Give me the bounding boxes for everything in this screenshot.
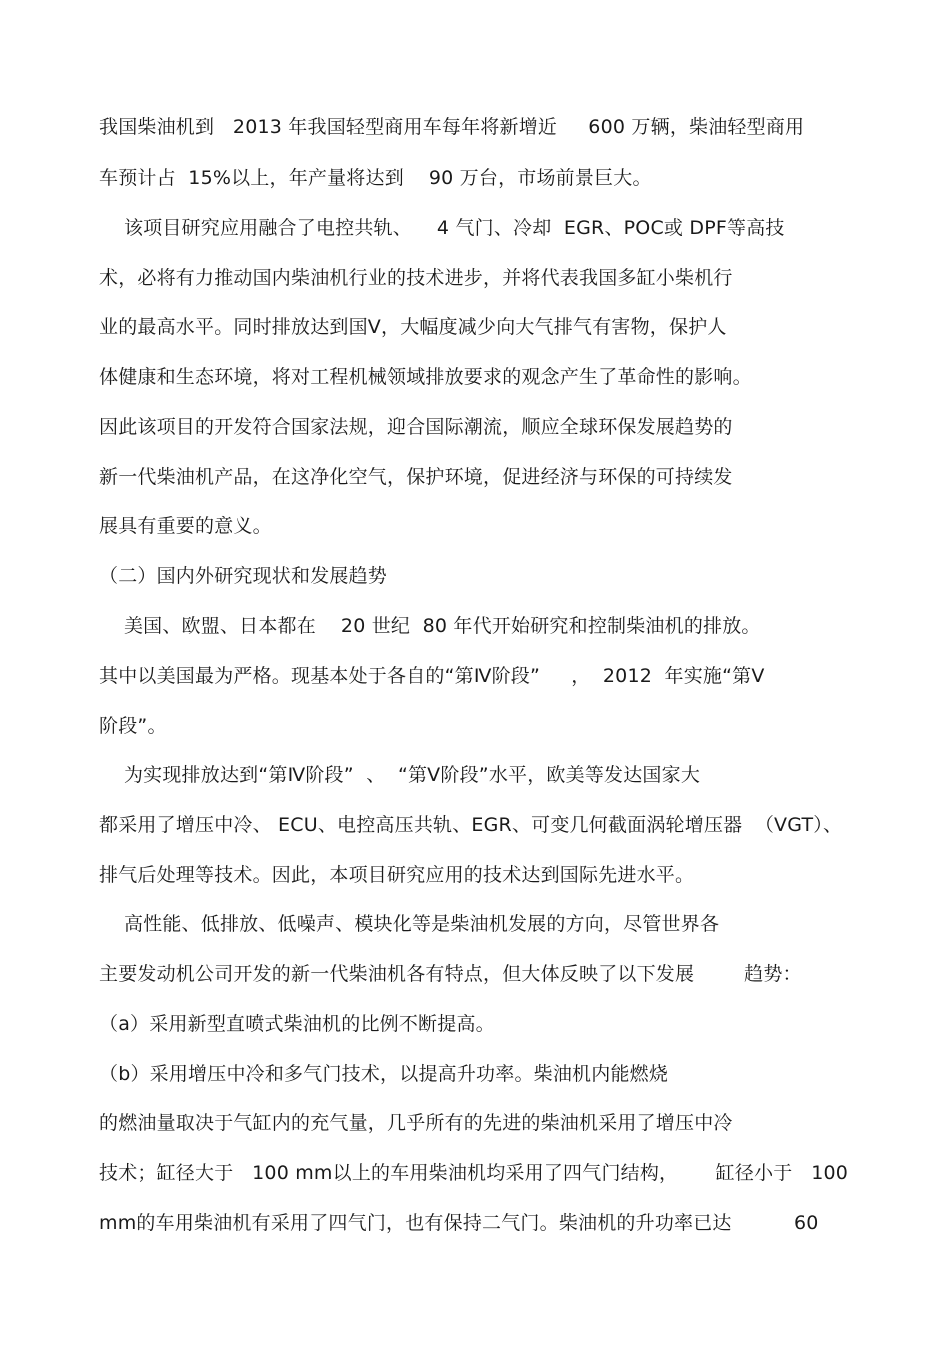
list-item-b: （b）采用增压中冷和多气门技术，以提高升功率。柴油机内能燃烧 <box>99 1063 669 1085</box>
text-line-4: 术，必将有力推动国内柴油机行业的技术进步，并将代表我国多缸小柴机行 <box>99 267 733 289</box>
text-line-7: 因此该项目的开发符合国家法规，迎合国际潮流，顺应全球环保发展趋势的 <box>99 416 733 438</box>
list-item-a: （a）采用新型直喷式柴油机的比例不断提高。 <box>99 1013 495 1035</box>
section-heading: （二）国内外研究现状和发展趋势 <box>99 565 388 587</box>
text-line-21: 的燃油量取决于气缸内的充气量，几乎所有的先进的柴油机采用了增压中冷 <box>99 1112 733 1134</box>
text-line-3: 该项目研究应用融合了电控共轨、 4 气门、冷却 EGR、POC或 DPF等高技 <box>99 217 785 239</box>
text-line-23: mm的车用柴油机有采用了四气门，也有保持二气门。柴油机的升功率已达 60 <box>99 1212 819 1234</box>
text-line-5: 业的最高水平。同时排放达到国Ⅴ，大幅度减少向大气排气有害物，保护人 <box>99 316 727 338</box>
text-line-18: 主要发动机公司开发的新一代柴油机各有特点，但大体反映了以下发展 趋势： <box>99 963 802 985</box>
text-line-16: 排气后处理等技术。因此，本项目研究应用的技术达到国际先进水平。 <box>99 864 695 886</box>
text-line-17: 高性能、低排放、低噪声、模块化等是柴油机发展的方向，尽管世界各 <box>99 913 720 935</box>
text-line-6: 体健康和生态环境，将对工程机械领域排放要求的观念产生了革命性的影响。 <box>99 366 752 388</box>
text-line-14: 为实现排放达到“第Ⅳ阶段” 、 “第Ⅴ阶段”水平，欧美等发达国家大 <box>99 764 701 786</box>
text-line-22: 技术；缸径大于 100 mm以上的车用柴油机均采用了四气门结构， 缸径小于 100 <box>99 1162 849 1184</box>
text-line-12: 其中以美国最为严格。现基本处于各自的“第Ⅳ阶段” ， 2012 年实施“第Ⅴ <box>99 665 765 687</box>
text-line-8: 新一代柴油机产品，在这净化空气，保护环境，促进经济与环保的可持续发 <box>99 466 733 488</box>
text-line-9: 展具有重要的意义。 <box>99 515 272 537</box>
text-line-2: 车预计占 15%以上，年产量将达到 90 万台，市场前景巨大。 <box>99 167 652 189</box>
text-line-13: 阶段”。 <box>99 715 167 737</box>
text-line-1: 我国柴油机到 2013 年我国轻型商用车每年将新增近 600 万辆，柴油轻型商用 <box>99 116 805 138</box>
text-line-11: 美国、欧盟、日本都在 20 世纪 80 年代开始研究和控制柴油机的排放。 <box>99 615 761 637</box>
text-line-15: 都采用了增压中冷、 ECU、电控高压共轨、EGR、可变几何截面涡轮增压器 （VGT）、 <box>99 814 843 836</box>
